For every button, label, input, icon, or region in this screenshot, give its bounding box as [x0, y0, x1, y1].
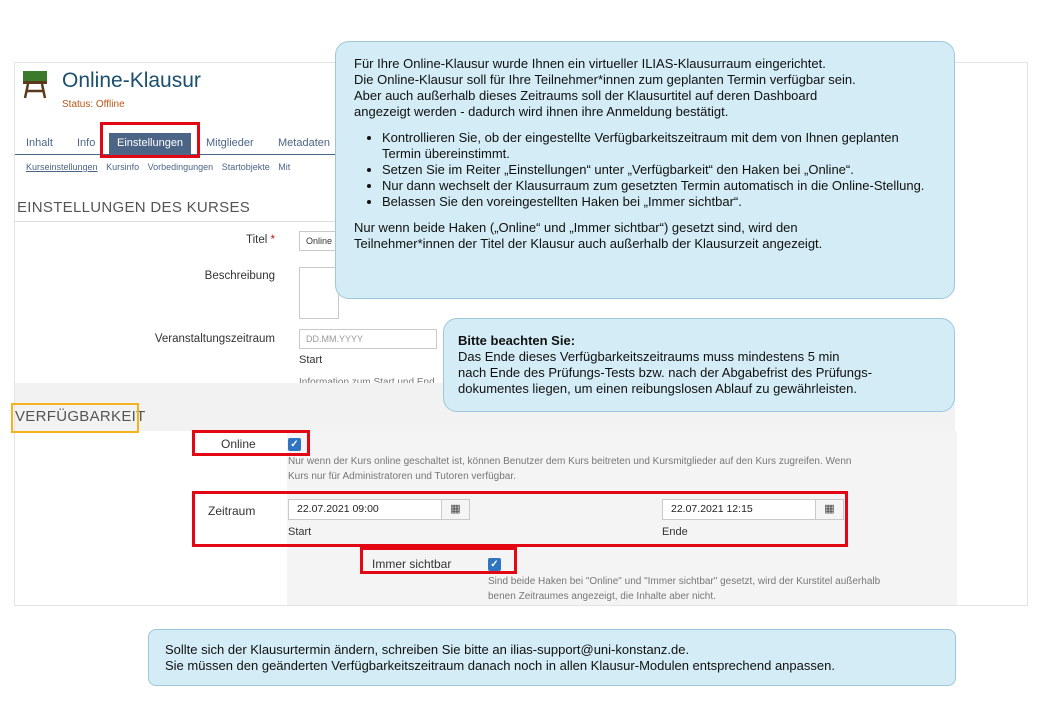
online-help-line-2: Kurs nur für Administratoren und Tutoren verfügbar.	[288, 471, 516, 482]
callout-intro-1: Für Ihre Online-Klausur wurde Ihnen ein virtueller ILIAS-Klausurraum eingerichtet.	[354, 56, 826, 71]
subtab-kursinfo[interactable]: Kursinfo	[106, 162, 140, 172]
callout-bullets	[382, 130, 936, 210]
course-title: Online-Klausur	[62, 69, 201, 92]
tab-metadaten[interactable]: Metadaten	[278, 137, 330, 149]
title-label: Titel *	[246, 234, 275, 246]
description-label: Beschreibung	[204, 270, 275, 282]
note-line-1: Das Ende dieses Verfügbarkeitszeitraums muss mindestens 5 min	[458, 349, 840, 364]
calendar-icon[interactable]: ▦	[816, 499, 844, 520]
online-label: Online	[221, 437, 256, 451]
note-line-2: nach Ende des Prüfungs-Tests bzw. nach der Abgabefrist des Prüfungs-	[458, 365, 873, 380]
callout-bullet: • Nur dann wechselt der Klausurraum zum gesetzten Termin automatisch in die Online-Stellung.	[382, 178, 936, 194]
event-start-caption: Start	[299, 354, 323, 366]
section-divider	[15, 221, 335, 222]
tab-einstellungen[interactable]: Einstellungen	[109, 133, 191, 154]
highlight-einstellungen-tab	[100, 122, 200, 158]
period-end-input[interactable]: 22.07.2021 12:15	[662, 499, 816, 520]
always-visible-help-2: benen Zeitraumes angezeigt, die Inhalte aber nicht.	[488, 591, 716, 602]
tab-inhalt[interactable]: Inhalt	[26, 137, 53, 149]
online-help-line-1: Nur wenn der Kurs online geschaltet ist, können Benutzer dem Kurs beitreten und Kursmitglieder auf den Kurs zugreifen. Wenn	[288, 456, 852, 467]
subtab-mitglieder[interactable]: Mit	[278, 162, 291, 172]
highlight-period	[192, 491, 848, 547]
period-label: Zeitraum	[208, 504, 256, 518]
calendar-icon[interactable]: ▦	[442, 499, 470, 520]
tab-info[interactable]: Info	[77, 137, 96, 149]
note-callout	[443, 318, 955, 412]
callout-outro-1: Nur wenn beide Haken („Online“ und „Immer sichtbar“) gesetzt sind, wird den	[354, 220, 798, 235]
section-title-settings: EINSTELLUNGEN DES KURSES	[17, 199, 251, 216]
subtab-vorbedingungen[interactable]: Vorbedingungen	[147, 162, 214, 172]
period-start-input[interactable]: 22.07.2021 09:00	[288, 499, 442, 520]
tab-mitglieder[interactable]: Mitglieder	[206, 137, 254, 149]
period-start-caption: Start	[288, 526, 312, 538]
callout-bullet: • Setzen Sie im Reiter „Einstellungen“ unter „Verfügbarkeit“ den Haken bei „Online“.	[382, 162, 936, 178]
callout-intro-4: angezeigt werden - dadurch wird ihnen ihre Anmeldung bestätigt.	[354, 104, 729, 119]
title-input[interactable]: Online	[299, 231, 339, 251]
online-checkbox[interactable]: ✓	[288, 438, 301, 451]
callout-outro-2: Teilnehmer*innen der Titel der Klausur auch außerhalb der Klausurzeit angezeigt.	[354, 236, 823, 251]
contact-line-1: Sollte sich der Klausurtermin ändern, schreiben Sie bitte an ilias-support@uni-konstanz.de.	[165, 642, 690, 657]
period-end-caption: Ende	[662, 526, 688, 538]
always-visible-help-1: Sind beide Haken bei "Online" und "Immer sichtbar" gesetzt, wird der Kurstitel außerhalb	[488, 576, 881, 587]
subtab-bar	[26, 162, 296, 172]
callout-intro-2: Die Online-Klausur soll für Ihre Teilnehmer*innen zum geplanten Termin verfügbar sein.	[354, 72, 856, 87]
note-line-3: dokumentes liegen, um einen reibungslosen Ablauf zu gewährleisten.	[458, 381, 857, 396]
subtab-kurseinstellungen[interactable]: Kurseinstellungen	[26, 162, 98, 172]
always-visible-checkbox[interactable]: ✓	[488, 558, 501, 571]
lectern-icon	[22, 69, 48, 99]
instruction-callout	[335, 41, 955, 299]
description-textarea[interactable]	[299, 267, 339, 319]
callout-bullet: • Kontrollieren Sie, ob der eingestellte Verfügbarkeitszeitraum mit dem von Ihnen geplanten Termin übereinstimmt.	[382, 130, 936, 162]
highlight-availability-section	[11, 403, 139, 433]
contact-callout	[148, 629, 956, 686]
always-visible-label: Immer sichtbar	[372, 557, 452, 571]
course-status: Status: Offline	[62, 99, 125, 110]
highlight-online	[192, 430, 310, 456]
note-title: Bitte beachten Sie:	[458, 333, 576, 348]
event-period-label: Veranstaltungszeitraum	[154, 333, 275, 345]
event-start-input[interactable]: DD.MM.YYYY	[299, 329, 437, 349]
callout-bullet: • Belassen Sie den voreingestellten Haken bei „Immer sichtbar“.	[382, 194, 936, 210]
section-title-availability: VERFÜGBARKEIT	[15, 408, 146, 425]
contact-line-2: Sie müssen den geänderten Verfügbarkeitszeitraum danach noch in allen Klausur-Modulen entsprechend anpassen.	[165, 658, 835, 673]
callout-intro-3: Aber auch außerhalb dieses Zeitraums soll der Klausurtitel auf deren Dashboard	[354, 88, 818, 103]
subtab-startobjekte[interactable]: Startobjekte	[221, 162, 270, 172]
highlight-always-visible	[360, 547, 517, 574]
